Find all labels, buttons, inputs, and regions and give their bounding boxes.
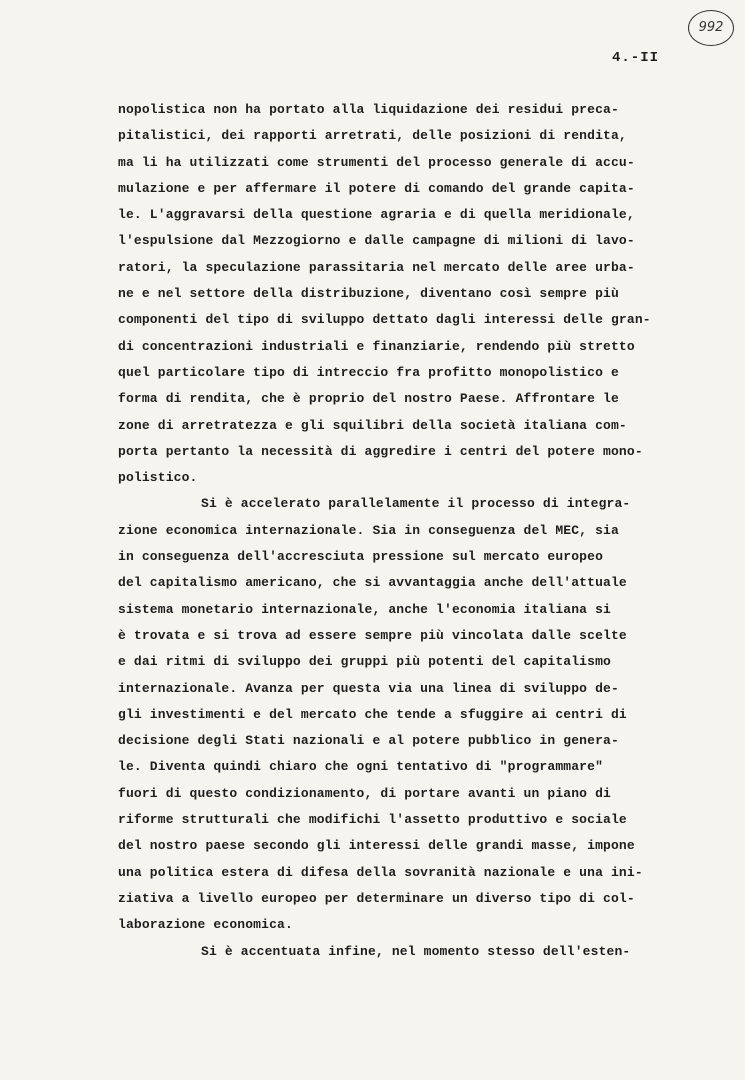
text-line: decisione degli Stati nazionali e al potere pubblico in genera- — [118, 733, 619, 749]
text-line: sistema monetario internazionale, anche l'economia italiana si — [118, 601, 611, 617]
text-line: quel particolare tipo di intreccio fra profitto monopolistico e — [118, 364, 619, 380]
archive-stamp: 992 — [688, 10, 734, 46]
text-line: nopolistica non ha portato alla liquidazione dei residui preca- — [118, 102, 619, 117]
text-line: l'espulsione dal Mezzogiorno e dalle campagne di milioni di lavo- — [118, 233, 635, 249]
text-line: componenti del tipo di sviluppo dettato dagli interessi delle gran- — [118, 312, 651, 328]
text-line: ratori, la speculazione parassitaria nel mercato delle aree urba- — [118, 259, 635, 275]
text-line: ne e nel settore della distribuzione, diventano così sempre più — [118, 286, 619, 302]
text-line: e dai ritmi di sviluppo dei gruppi più potenti del capitalismo — [118, 654, 611, 670]
text-line: ma li ha utilizzati come strumenti del processo generale di accu- — [118, 154, 635, 170]
text-line: del capitalismo americano, che si avvantaggia anche dell'attuale — [118, 575, 627, 591]
text-line: del nostro paese secondo gli interessi delle grandi masse, impone — [118, 838, 635, 854]
text-line: mulazione e per affermare il potere di comando del grande capita- — [118, 180, 635, 196]
text-line: forma di rendita, che è proprio del nostro Paese. Affrontare le — [118, 391, 619, 407]
text-line: è trovata e si trova ad essere sempre più vincolata dalle scelte — [118, 627, 627, 643]
text-line: zone di arretratezza e gli squilibri della società italiana com- — [118, 417, 627, 433]
text-line: di concentrazioni industriali e finanziarie, rendendo più stretto — [118, 338, 635, 354]
page-number: 4.-II — [612, 50, 660, 66]
text-line: Si è accentuata infine, nel momento stesso dell'esten- — [201, 943, 631, 959]
text-line: zione economica internazionale. Sia in conseguenza del MEC, sia — [118, 522, 619, 538]
text-line: ziativa a livello europeo per determinare un diverso tipo di col- — [118, 890, 635, 906]
text-line: pitalistici, dei rapporti arretrati, delle posizioni di rendita, — [118, 128, 627, 144]
text-line: le. Diventa quindi chiaro che ogni tentativo di "programmare" — [118, 759, 604, 775]
text-line: fuori di questo condizionamento, di portare avanti un piano di — [118, 785, 611, 801]
text-line: gli investimenti e del mercato che tende a sfuggire ai centri di — [118, 706, 627, 722]
text-line: polistico. — [118, 470, 198, 486]
text-line: internazionale. Avanza per questa via una linea di sviluppo de- — [118, 680, 619, 696]
text-line: porta pertanto la necessità di aggredire i centri del potere mono- — [118, 443, 643, 459]
text-line: le. L'aggravarsi della questione agraria e di quella meridionale, — [118, 207, 635, 223]
text-line: Si è accelerato parallelamente il processo di integra- — [201, 496, 631, 512]
text-line: una politica estera di difesa della sovranità nazionale e una ini- — [118, 864, 643, 880]
text-line: in conseguenza dell'accresciuta pressione sul mercato europeo — [118, 549, 604, 565]
text-line: riforme strutturali che modifichi l'assetto produttivo e sociale — [118, 812, 627, 828]
text-line: laborazione economica. — [118, 917, 293, 933]
body-text — [118, 97, 718, 965]
